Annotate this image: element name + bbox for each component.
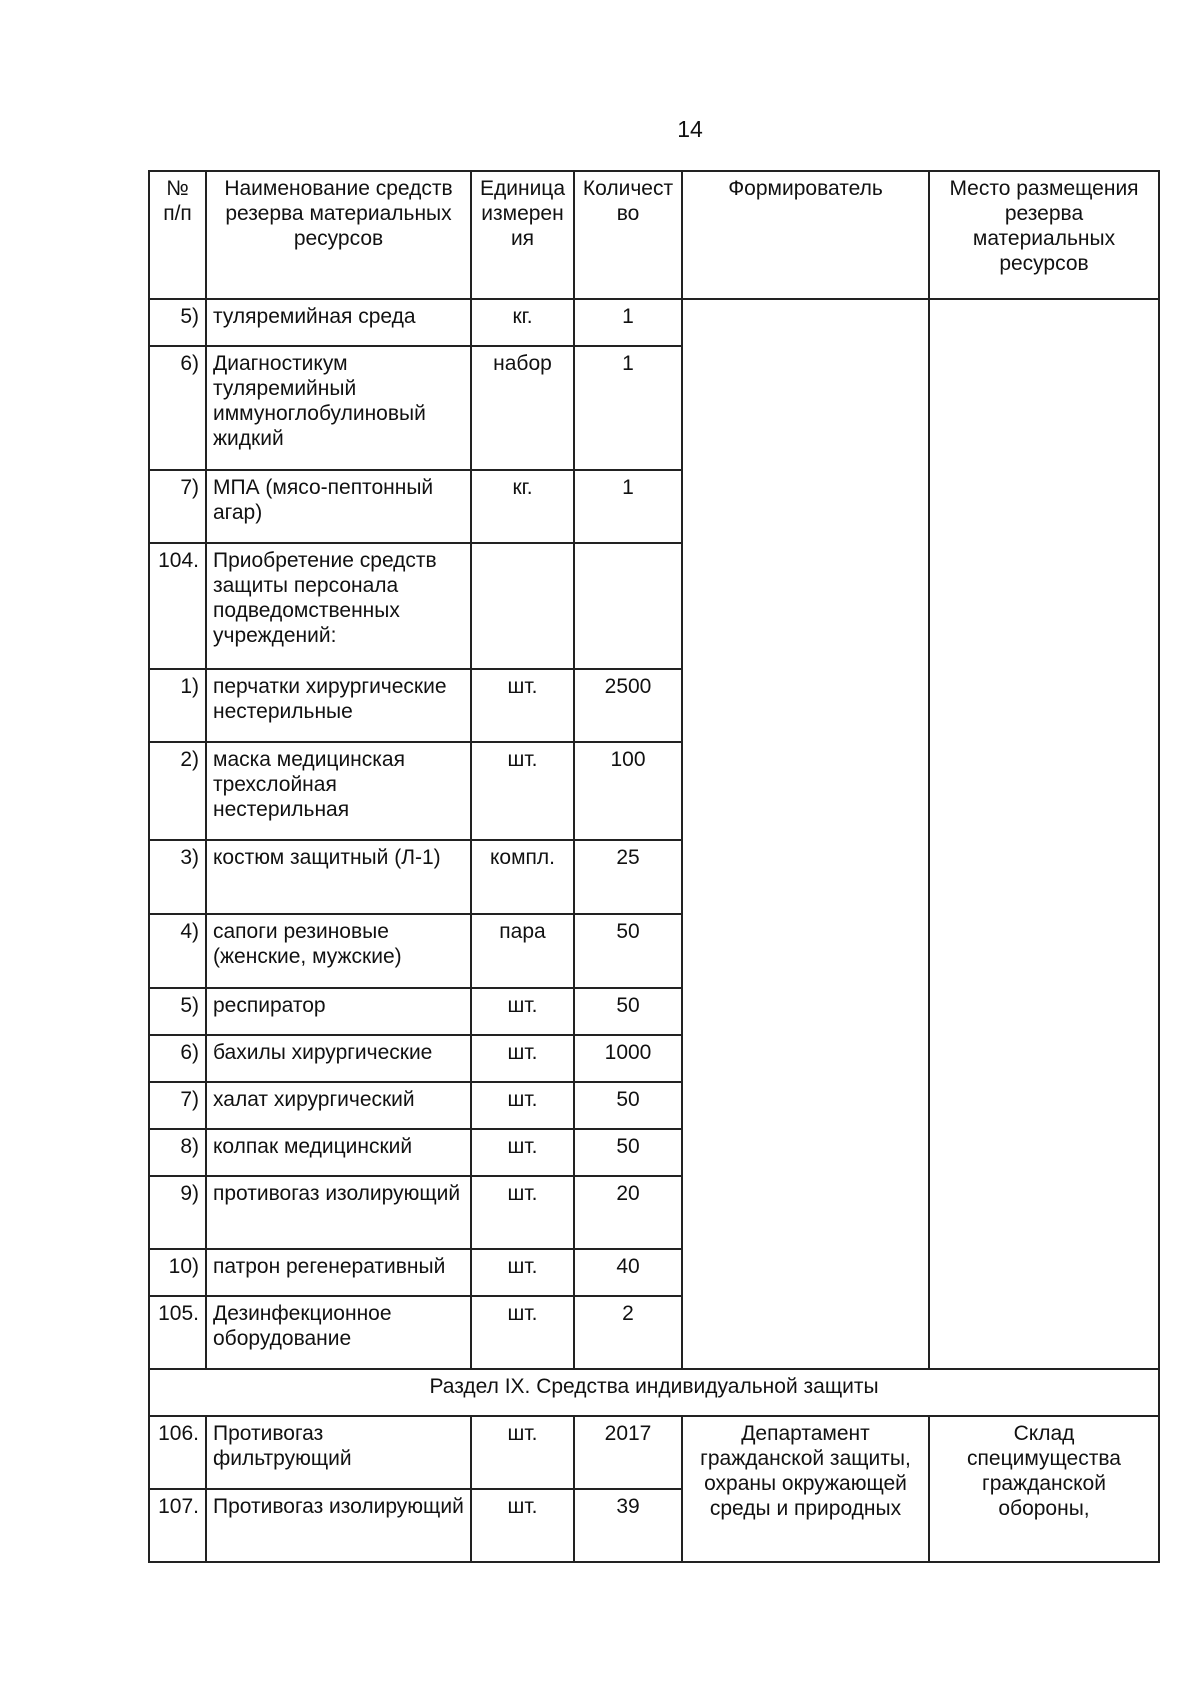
row-name: туляремийная среда (206, 299, 471, 346)
row-qty: 1 (574, 470, 682, 543)
row-name: костюм защитный (Л-1) (206, 840, 471, 914)
row-name: МПА (мясо-пептонный агар) (206, 470, 471, 543)
row-unit: шт. (471, 1296, 574, 1369)
row-qty (574, 543, 682, 669)
row-unit: набор (471, 346, 574, 470)
row-name: противогаз изолирующий (206, 1176, 471, 1249)
row-number: 5) (149, 299, 206, 346)
row-number: 10) (149, 1249, 206, 1296)
row-unit: шт. (471, 742, 574, 840)
row-name: халат хирургический (206, 1082, 471, 1129)
row-qty: 50 (574, 1129, 682, 1176)
former-cell-empty (682, 299, 929, 1369)
row-unit: шт. (471, 1035, 574, 1082)
row-qty: 1 (574, 299, 682, 346)
row-unit: шт. (471, 669, 574, 742)
header-former: Формирователь (682, 171, 929, 299)
row-name: патрон регенеративный (206, 1249, 471, 1296)
row-number: 6) (149, 1035, 206, 1082)
row-name: бахилы хирургические (206, 1035, 471, 1082)
row-name: Противогаз изолирующий (206, 1489, 471, 1562)
row-qty: 50 (574, 1082, 682, 1129)
row-qty: 50 (574, 914, 682, 988)
row-name: маска медицинская трехслойная нестерильная (206, 742, 471, 840)
row-name: колпак медицинский (206, 1129, 471, 1176)
location-cell-empty (929, 299, 1159, 1369)
row-qty: 25 (574, 840, 682, 914)
table-row (149, 299, 1159, 346)
row-number: 7) (149, 470, 206, 543)
row-name: Дезинфекционное оборудование (206, 1296, 471, 1369)
row-unit: шт. (471, 988, 574, 1035)
row-name: Противогаз фильтрующий (206, 1416, 471, 1489)
row-name: сапоги резиновые (женские, мужские) (206, 914, 471, 988)
row-number: 107. (149, 1489, 206, 1562)
row-qty: 1 (574, 346, 682, 470)
row-qty: 2 (574, 1296, 682, 1369)
row-unit: шт. (471, 1249, 574, 1296)
table-row (149, 1416, 1159, 1489)
row-name: респиратор (206, 988, 471, 1035)
row-unit: шт. (471, 1082, 574, 1129)
row-qty: 50 (574, 988, 682, 1035)
row-number: 1) (149, 669, 206, 742)
row-qty: 2017 (574, 1416, 682, 1489)
row-unit: кг. (471, 470, 574, 543)
row-number: 105. (149, 1296, 206, 1369)
former-cell: Департамент гражданской защиты, охраны окружающей среды и природных (682, 1416, 929, 1562)
row-qty: 39 (574, 1489, 682, 1562)
row-unit: шт. (471, 1176, 574, 1249)
row-unit: пара (471, 914, 574, 988)
page-number: 14 (677, 116, 703, 142)
row-number: 106. (149, 1416, 206, 1489)
row-number: 8) (149, 1129, 206, 1176)
row-unit: шт. (471, 1129, 574, 1176)
header-qty: Количест во (574, 171, 682, 299)
section-row (149, 1369, 1159, 1416)
row-qty: 1000 (574, 1035, 682, 1082)
header-location: Место размещения резерва материальных ресурсов (929, 171, 1159, 299)
row-name: Приобретение средств защиты персонала подведомственных учреждений: (206, 543, 471, 669)
row-number: 7) (149, 1082, 206, 1129)
row-name: Диагностикум туляремийный иммуноглобулиновый жидкий (206, 346, 471, 470)
row-number: 3) (149, 840, 206, 914)
row-number: 2) (149, 742, 206, 840)
row-unit: шт. (471, 1416, 574, 1489)
section-title: Раздел IX. Средства индивидуальной защиты (149, 1369, 1159, 1416)
location-cell: Склад специмущества гражданской обороны, (929, 1416, 1159, 1562)
row-unit (471, 543, 574, 669)
row-qty: 100 (574, 742, 682, 840)
row-unit: кг. (471, 299, 574, 346)
row-qty: 40 (574, 1249, 682, 1296)
row-qty: 2500 (574, 669, 682, 742)
header-num: № п/п (149, 171, 206, 299)
row-qty: 20 (574, 1176, 682, 1249)
row-number: 4) (149, 914, 206, 988)
row-number: 6) (149, 346, 206, 470)
row-unit: шт. (471, 1489, 574, 1562)
row-number: 9) (149, 1176, 206, 1249)
row-name: перчатки хирургические нестерильные (206, 669, 471, 742)
header-name: Наименование средств резерва материальных ресурсов (206, 171, 471, 299)
row-number: 104. (149, 543, 206, 669)
header-row (149, 171, 1159, 299)
reserve-table (148, 170, 1160, 1563)
header-unit: Единица измерен ия (471, 171, 574, 299)
row-unit: компл. (471, 840, 574, 914)
row-number: 5) (149, 988, 206, 1035)
